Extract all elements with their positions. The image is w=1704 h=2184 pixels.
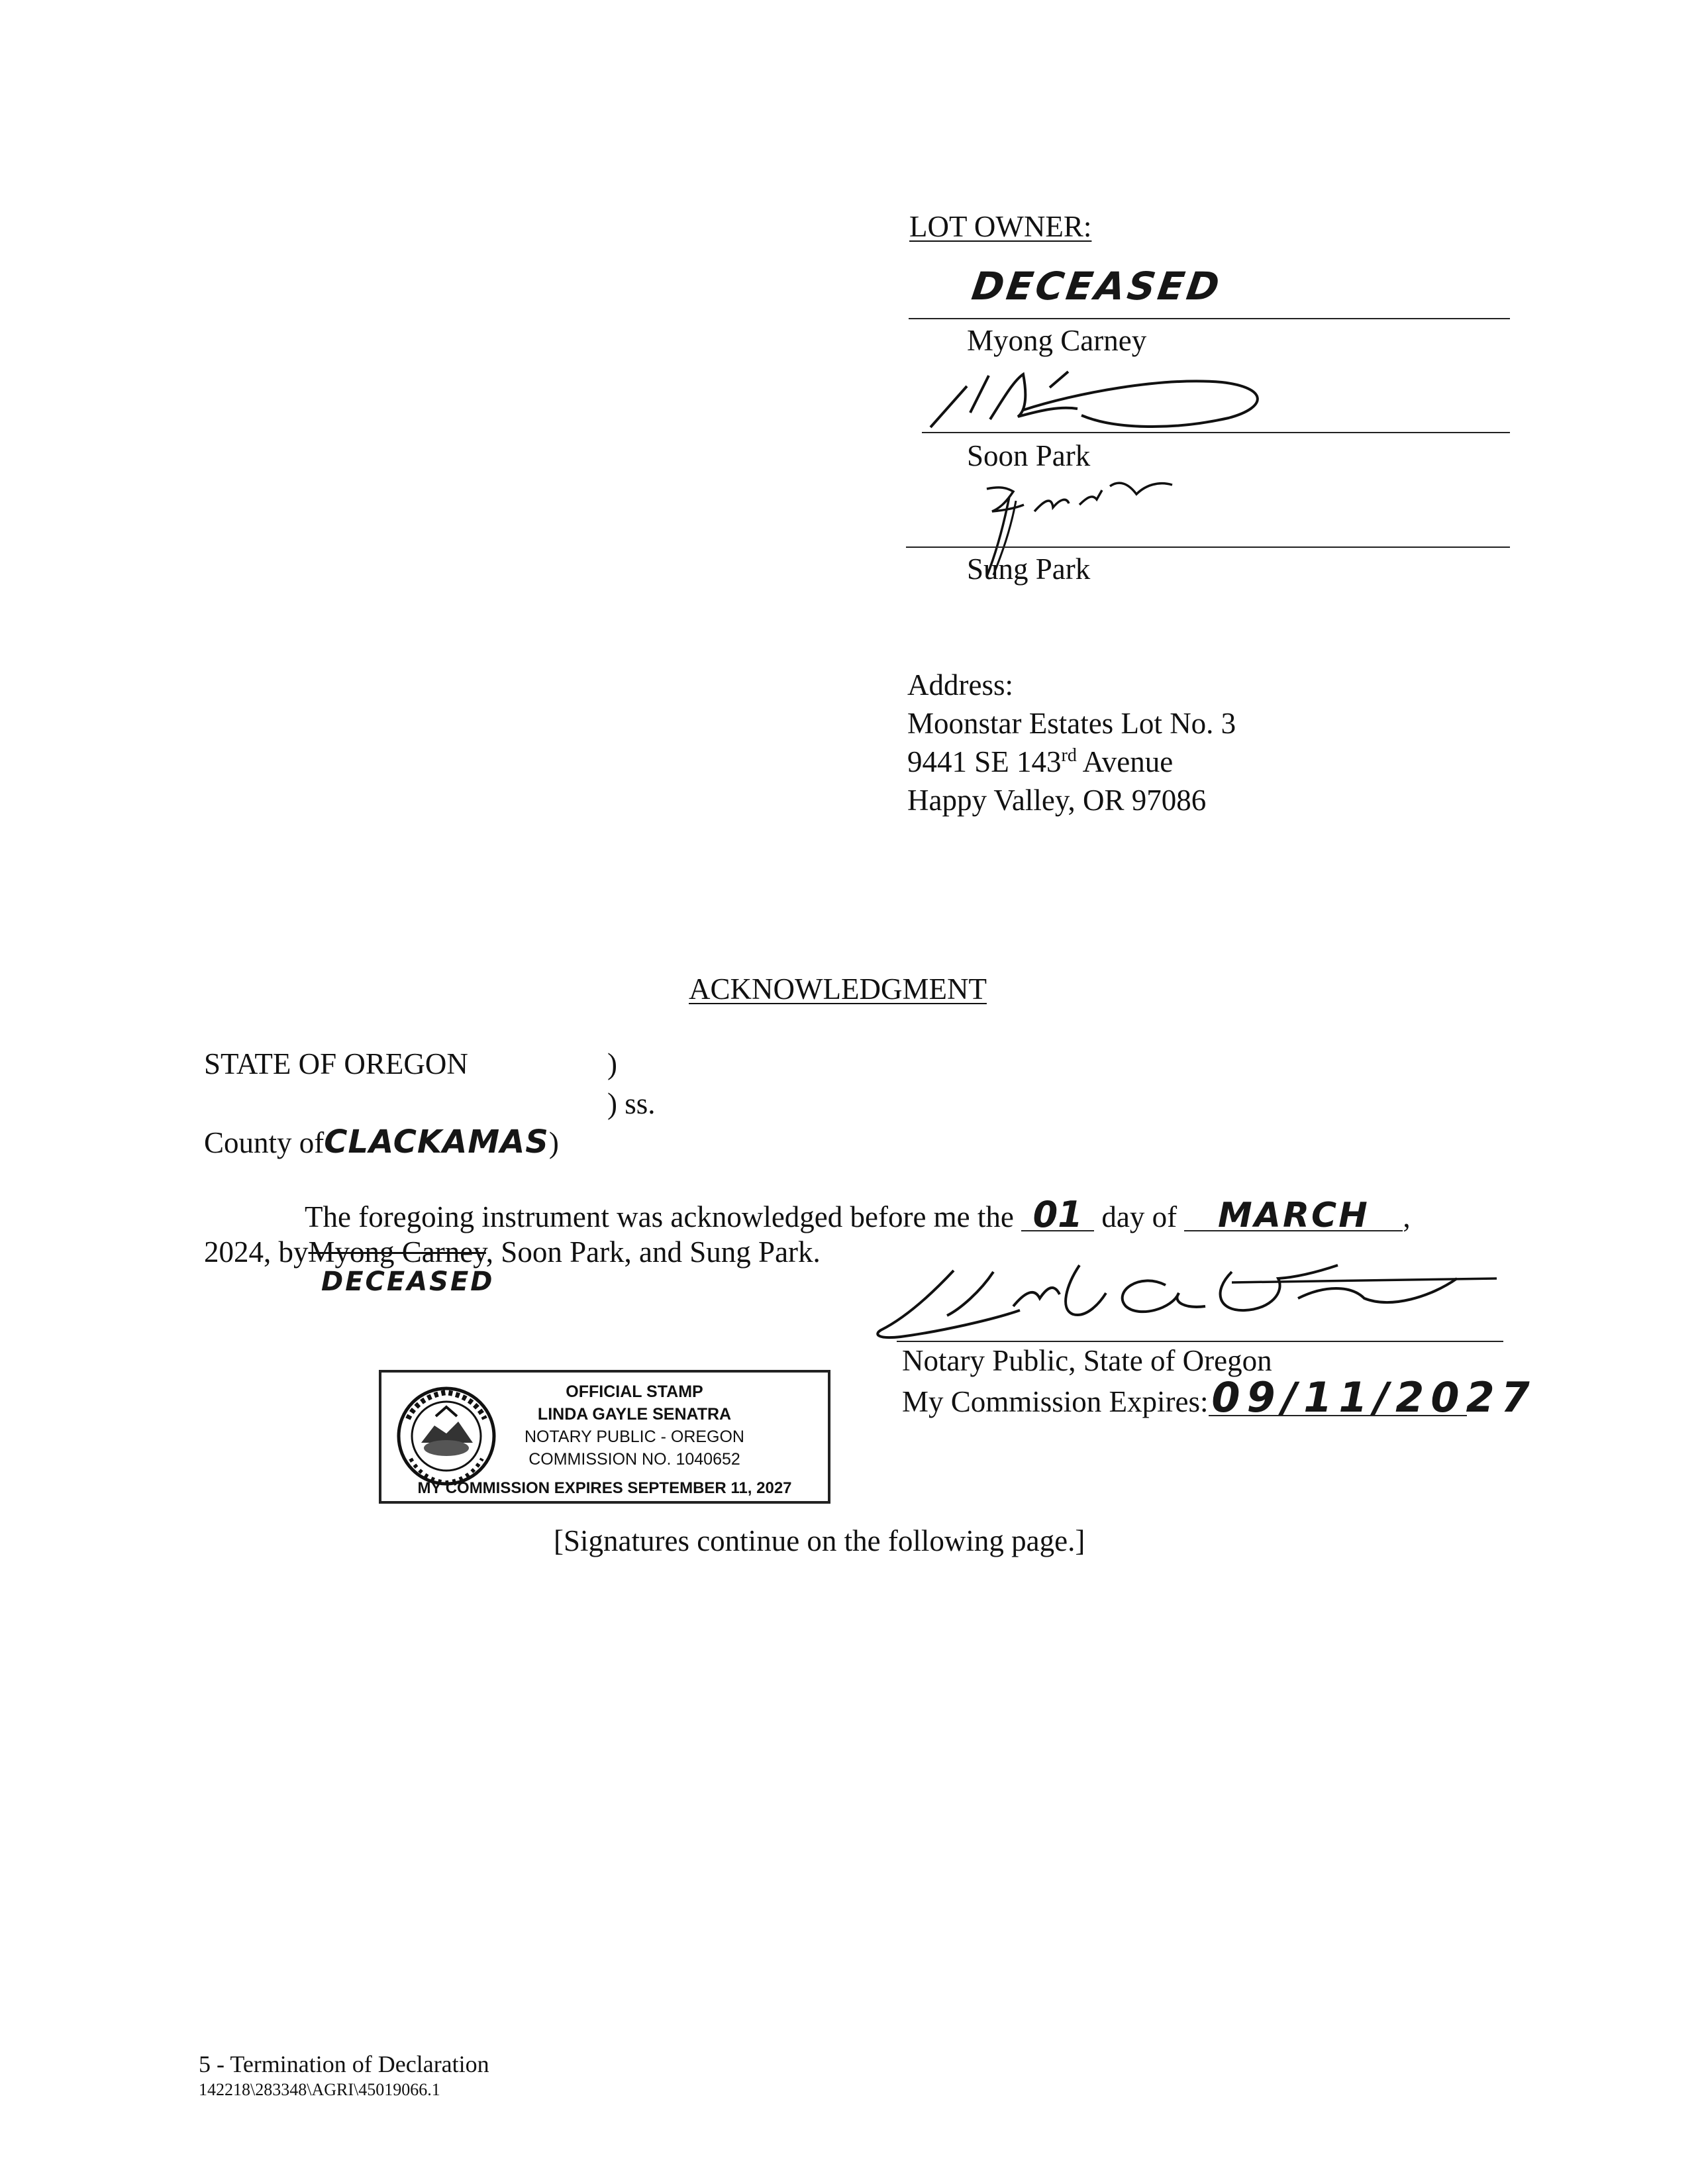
- stamp-line-2: LINDA GAYLE SENATRA: [537, 1405, 732, 1424]
- acknowledgment-text-a: The foregoing instrument was acknowledged before me the: [305, 1200, 1014, 1233]
- address-label: Address:: [907, 668, 1013, 702]
- acknowledgment-comma: ,: [1403, 1200, 1411, 1233]
- footer-document-id: 142218\283348\AGRI\45019066.1: [199, 2080, 440, 2099]
- address-line-2: [907, 745, 1173, 779]
- county-line: [204, 1125, 559, 1160]
- day-handwritten: 01: [1032, 1194, 1083, 1235]
- day-field: [1021, 1194, 1094, 1235]
- deceased-note-handwritten: DECEASED: [321, 1267, 495, 1297]
- acknowledgment-text-b: day of: [1101, 1200, 1178, 1233]
- county-paren: ): [548, 1126, 559, 1159]
- notary-signature-line: [897, 1341, 1503, 1342]
- acknowledgment-title: ACKNOWLEDGMENT: [689, 972, 987, 1006]
- signatory-name-myong-carney: Myong Carney: [967, 324, 1147, 357]
- address-street-number: 9441 SE 143: [907, 745, 1062, 778]
- commission-expires-label: My Commission Expires:: [902, 1385, 1209, 1418]
- acknowledgment-sentence-line-2: [204, 1235, 821, 1269]
- signature-deceased-handwritten: DECEASED: [969, 264, 1225, 309]
- county-label: County of: [204, 1126, 325, 1159]
- acknowledgment-sentence-line-1: [305, 1194, 1411, 1235]
- month-field: [1184, 1198, 1403, 1234]
- signature-line-1: [909, 318, 1510, 319]
- stamp-line-5: MY COMMISSION EXPIRES SEPTEMBER 11, 2027: [417, 1479, 792, 1497]
- signature-soon-park: [924, 361, 1281, 434]
- address-line-1: Moonstar Estates Lot No. 3: [907, 707, 1236, 740]
- month-handwritten: MARCH: [1218, 1196, 1370, 1235]
- signatory-name-sung-park: Sung Park: [967, 552, 1091, 586]
- county-field: [324, 1125, 549, 1160]
- lot-owner-heading: LOT OWNER:: [909, 210, 1092, 243]
- struck-name-myong-carney: Myong Carney: [308, 1235, 486, 1269]
- signature-line-3: [906, 546, 1510, 548]
- signatures-continue-note: [Signatures continue on the following page.]: [554, 1524, 1085, 1557]
- county-handwritten: CLACKAMAS: [324, 1123, 549, 1161]
- signatory-name-soon-park: Soon Park: [967, 439, 1091, 472]
- acknowledgment-year-by: 2024, by: [204, 1235, 309, 1269]
- venue-ss: ) ss.: [607, 1087, 656, 1120]
- stamp-line-1: OFFICIAL STAMP: [566, 1382, 703, 1401]
- address-street-type: Avenue: [1076, 745, 1174, 778]
- address-ordinal-suffix: rd: [1061, 745, 1077, 766]
- notary-title: Notary Public, State of Oregon: [902, 1344, 1272, 1377]
- stamp-line-3: NOTARY PUBLIC - OREGON: [524, 1428, 744, 1446]
- venue-paren-1: ): [607, 1047, 617, 1080]
- official-stamp: [379, 1370, 830, 1504]
- notary-signature: [861, 1245, 1510, 1351]
- commission-expires-field: [1209, 1373, 1540, 1422]
- commission-expires-line: [902, 1373, 1540, 1422]
- signature-line-2: [922, 432, 1510, 433]
- state-label: STATE OF OREGON: [204, 1047, 468, 1080]
- commission-expires-handwritten: 09/11/2027: [1211, 1373, 1536, 1422]
- stamp-line-4: COMMISSION NO. 1040652: [528, 1450, 740, 1469]
- acknowledgment-rest: , Soon Park, and Sung Park.: [485, 1235, 821, 1269]
- address-line-3: Happy Valley, OR 97086: [907, 784, 1207, 817]
- footer-page-label: 5 - Termination of Declaration: [199, 2051, 489, 2077]
